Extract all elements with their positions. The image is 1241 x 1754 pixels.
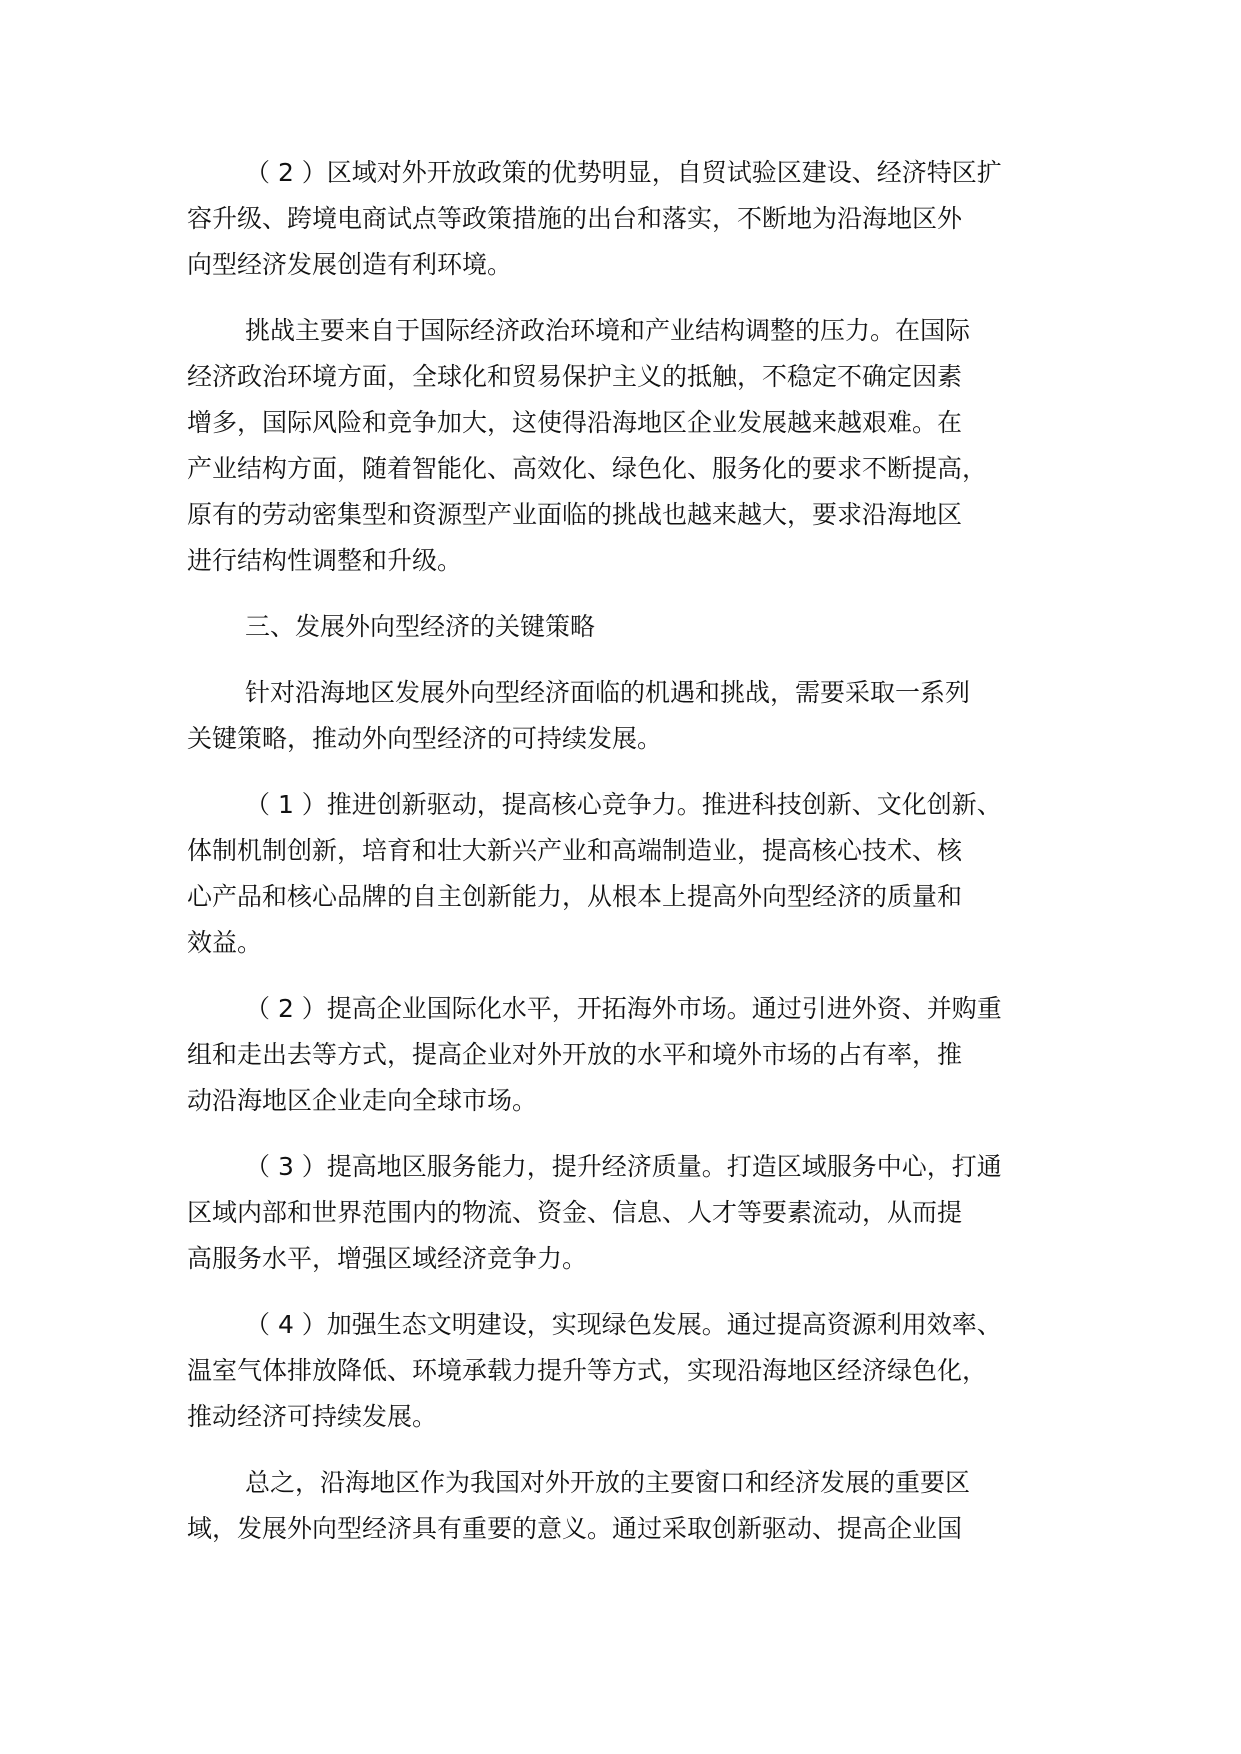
text-line: 组和走出去等方式，提高企业对外开放的水平和境外市场的占有率，推: [187, 1040, 963, 1069]
text-line: （ 3 ）提高地区服务能力，提升经济质量。打造区域服务中心，打通: [245, 1152, 1002, 1181]
text-line: 效益。: [187, 928, 263, 957]
text-line: 心产品和核心品牌的自主创新能力，从根本上提高外向型经济的质量和: [187, 882, 963, 911]
document-body: [187, 150, 1087, 1572]
text-line: 域，发展外向型经济具有重要的意义。通过采取创新驱动、提高企业国: [187, 1514, 963, 1543]
paragraph-strategy-4: [187, 1302, 1087, 1440]
text-line: 挑战主要来自于国际经济政治环境和产业结构调整的压力。在国际: [245, 316, 971, 345]
text-line: （ 4 ）加强生态文明建设，实现绿色发展。通过提高资源利用效率、: [245, 1310, 1002, 1339]
text-line: 向型经济发展创造有利环境。: [187, 250, 513, 279]
text-line: 区域内部和世界范围内的物流、资金、信息、人才等要素流动，从而提: [187, 1198, 963, 1227]
text-line: 经济政治环境方面，全球化和贸易保护主义的抵触，不稳定不确定因素: [187, 362, 963, 391]
text-line: 关键策略，推动外向型经济的可持续发展。: [187, 724, 663, 753]
heading-text: 三、发展外向型经济的关键策略: [245, 612, 596, 641]
paragraph-policy-advantage: [187, 150, 1087, 288]
text-line: 针对沿海地区发展外向型经济面临的机遇和挑战，需要采取一系列: [245, 678, 971, 707]
text-line: （ 1 ）推进创新驱动，提高核心竞争力。推进科技创新、文化创新、: [245, 790, 1002, 819]
text-line: 容升级、跨境电商试点等政策措施的出台和落实，不断地为沿海地区外: [187, 204, 963, 233]
text-line: （ 2 ）区域对外开放政策的优势明显，自贸试验区建设、经济特区扩: [245, 158, 1002, 187]
text-line: 体制机制创新，培育和壮大新兴产业和高端制造业，提高核心技术、核: [187, 836, 963, 865]
text-line: 高服务水平，增强区域经济竞争力。: [187, 1244, 588, 1273]
text-line: 动沿海地区企业走向全球市场。: [187, 1086, 538, 1115]
text-line: 推动经济可持续发展。: [187, 1402, 438, 1431]
text-line: 原有的劳动密集型和资源型产业面临的挑战也越来越大，要求沿海地区: [187, 500, 963, 529]
paragraph-strategy-1: [187, 782, 1087, 966]
text-line: 温室气体排放降低、环境承载力提升等方式，实现沿海地区经济绿色化，: [187, 1356, 988, 1385]
text-line: 产业结构方面，随着智能化、高效化、绿色化、服务化的要求不断提高，: [187, 454, 988, 483]
section-heading: [187, 604, 1087, 650]
paragraph-challenges: [187, 308, 1087, 584]
text-line: 总之，沿海地区作为我国对外开放的主要窗口和经济发展的重要区: [245, 1468, 971, 1497]
paragraph-strategy-3: [187, 1144, 1087, 1282]
paragraph-conclusion: [187, 1460, 1087, 1552]
text-line: 增多，国际风险和竞争加大，这使得沿海地区企业发展越来越艰难。在: [187, 408, 963, 437]
text-line: （ 2 ）提高企业国际化水平，开拓海外市场。通过引进外资、并购重: [245, 994, 1002, 1023]
text-line: 进行结构性调整和升级。: [187, 546, 463, 575]
paragraph-strategy-2: [187, 986, 1087, 1124]
paragraph-strategy-intro: [187, 670, 1087, 762]
